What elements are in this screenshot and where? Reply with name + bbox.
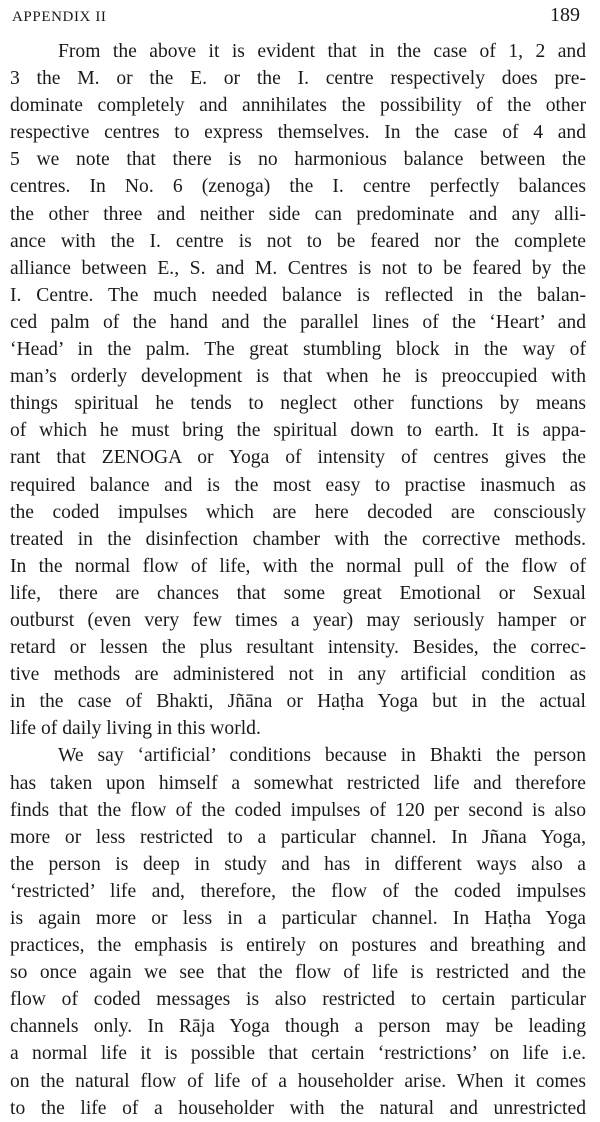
text-line: man’s orderly development is that when he is preoccupied with — [10, 366, 586, 388]
text-line: respective centres to express themselves. In the case of 4 and — [10, 122, 586, 144]
text-line: tive methods are administered not in any artificial condition as — [10, 664, 586, 686]
text-line: channels only. In Rāja Yoga though a person may be leading — [10, 1016, 586, 1038]
text-line: the coded impulses which are here decoded are consciously — [10, 501, 586, 523]
text-line: life, there are chances that some great Emotional or Sexual — [10, 582, 586, 604]
text-line: required balance and is the most easy to practise inasmuch as — [10, 474, 586, 496]
text-line: the person is deep in study and has in different ways also a — [10, 853, 586, 875]
text-line: the other three and neither side can predominate and any alli- — [10, 203, 586, 225]
text-line: ‘Head’ in the palm. The great stumbling block in the way of — [10, 339, 586, 361]
text-line: 5 we note that there is no harmonious balance between the — [10, 149, 586, 171]
text-line: life of daily living in this world. — [10, 718, 261, 740]
paragraph-1 — [10, 38, 586, 742]
text-line: 3 the M. or the E. or the I. centre respectively does pre- — [10, 68, 586, 90]
text-line: more or less restricted to a particular channel. In Jñana Yoga, — [10, 826, 586, 848]
text-line: has taken upon himself a somewhat restricted life and therefore — [10, 772, 586, 794]
text-line: dominate completely and annihilates the possibility of the other — [10, 95, 586, 117]
text-line: in the case of Bhakti, Jñāna or Haṭha Yoga but in the actual — [10, 691, 586, 713]
running-head — [10, 4, 586, 34]
text-line: We say ‘artificial’ conditions because in Bhakti the person — [58, 745, 586, 767]
text-line: things spiritual he tends to neglect other functions by means — [10, 393, 586, 415]
text-line: I. Centre. The much needed balance is reflected in the balan- — [10, 284, 586, 306]
text-line: treated in the disinfection chamber with the corrective methods. — [10, 528, 586, 550]
text-line: ced palm of the hand and the parallel lines of the ‘Heart’ and — [10, 311, 586, 333]
text-line: to the life of a householder with the natural and unrestricted — [10, 1097, 586, 1119]
text-line: alliance between E., S. and M. Centres is not to be feared by the — [10, 257, 586, 279]
paragraph-2 — [10, 742, 586, 1121]
text-line: retard or lessen the plus resultant intensity. Besides, the correc- — [10, 637, 586, 659]
text-line: practices, the emphasis is entirely on postures and breathing and — [10, 935, 586, 957]
text-line: rant that ZENOGA or Yoga of intensity of centres gives the — [10, 447, 586, 469]
text-line: In the normal flow of life, with the normal pull of the flow of — [10, 555, 586, 577]
text-line: From the above it is evident that in the case of 1, 2 and — [58, 41, 586, 62]
text-line: on the natural flow of life of a householder arise. When it comes — [10, 1070, 586, 1092]
text-line: a normal life it is possible that certain ‘restrictions’ on life i.e. — [10, 1043, 586, 1065]
text-line: centres. In No. 6 (zenoga) the I. centre perfectly balances — [10, 176, 586, 198]
text-line: so once again we see that the flow of life is restricted and the — [10, 962, 586, 984]
text-line: is again more or less in a particular channel. In Haṭha Yoga — [10, 908, 586, 929]
running-title: APPENDIX II — [12, 9, 107, 25]
text-line: flow of coded messages is also restricted to certain particular — [10, 989, 586, 1011]
text-line: of which he must bring the spiritual down to earth. It is appa- — [10, 420, 586, 442]
text-line: finds that the flow of the coded impulses of 120 per second is also — [10, 799, 586, 821]
text-line: outburst (even very few times a year) may seriously hamper or — [10, 609, 586, 631]
text-line: ance with the I. centre is not to be feared nor the complete — [10, 230, 586, 252]
text-line: ‘restricted’ life and, therefore, the flow of the coded impulses — [10, 880, 586, 902]
page-number: 189 — [550, 4, 580, 26]
body-text — [10, 38, 586, 1122]
